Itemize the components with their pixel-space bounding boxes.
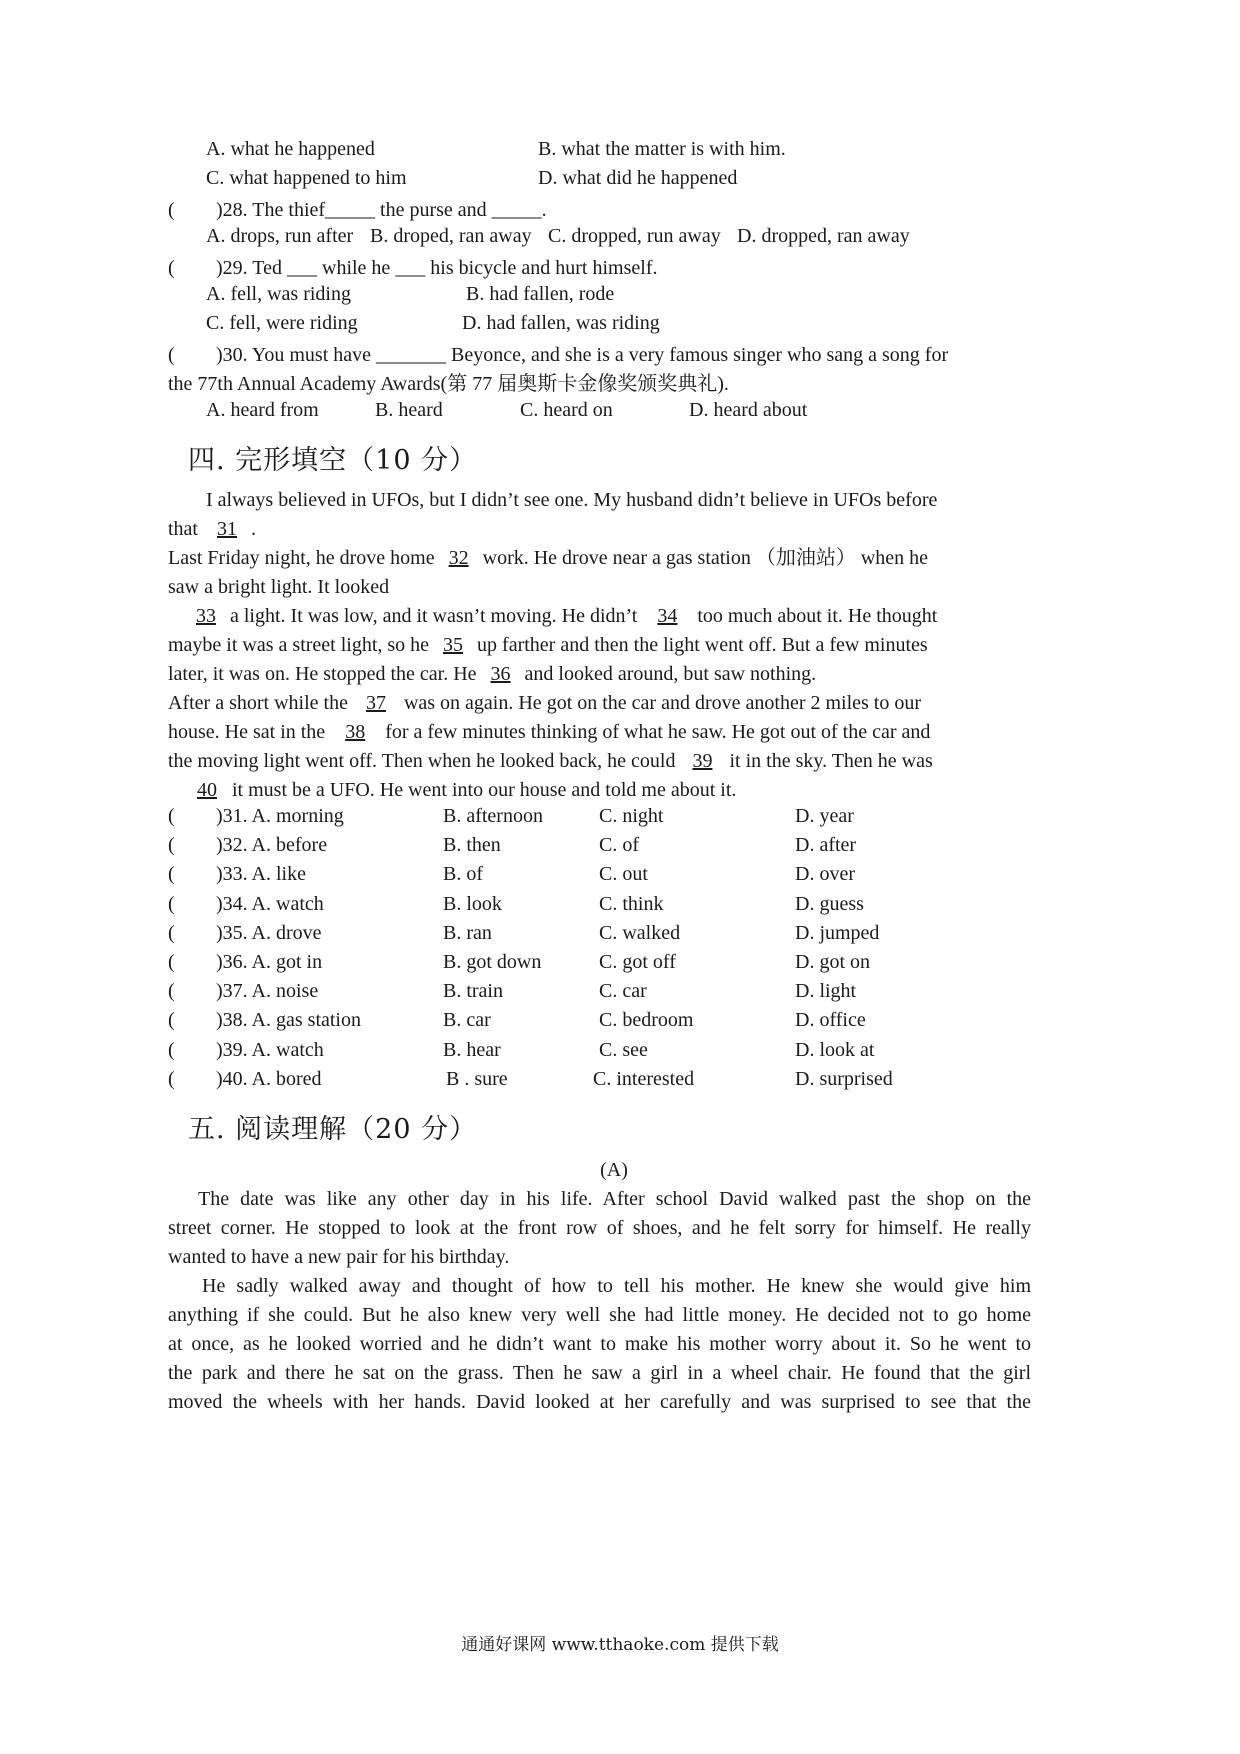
cloze-question-option-d: D. surprised <box>795 1067 893 1090</box>
reading-p2-line1: He sadly walked away and thought of how to tell his mother. He knew she would give him <box>202 1275 1031 1297</box>
cloze-text: for a few minutes thinking of what he saw. He got out of the car and <box>385 721 931 743</box>
cloze-question-option-a: )31. A. morning <box>216 805 344 827</box>
cloze-question-option-c: C. of <box>599 834 639 857</box>
cloze-p4-line2 <box>168 718 930 746</box>
reading-p1-line1: The date was like any other day in his life. After school David walked past the shop on the <box>198 1188 1031 1210</box>
cloze-question-option-c: C. see <box>599 1038 648 1061</box>
cloze-text: it in the sky. Then he was <box>729 750 933 772</box>
cloze-blank-35: 35 <box>443 634 464 656</box>
cloze-p2-line1 <box>168 544 928 572</box>
cloze-question-option-a: )40. A. bored <box>216 1067 322 1090</box>
cloze-blank-33: 33 <box>196 605 216 627</box>
cloze-p1-line1: I always believed in UFOs, but I didn’t see one. My husband didn’t believe in UFOs before <box>206 489 938 511</box>
cloze-question-option-d: D. light <box>795 980 857 1003</box>
q28-option-a: A. drops, run after <box>206 225 354 247</box>
answer-paren: ( <box>168 199 175 221</box>
cloze-text: After a short while the <box>168 692 348 714</box>
q27-option-d: D. what did he happened <box>538 167 738 189</box>
cloze-question-option-c: C. walked <box>599 921 681 944</box>
answer-paren: ( <box>168 805 175 827</box>
cloze-blank-40: 40 <box>197 779 217 801</box>
cloze-question-option-b: B. hear <box>443 1038 501 1061</box>
cloze-question-option-a: )38. A. gas station <box>216 1009 361 1032</box>
cloze-question-option-d: D. over <box>795 863 855 886</box>
q28-option-d: D. dropped, ran away <box>737 225 910 247</box>
cloze-blank-34: 34 <box>657 605 678 627</box>
cloze-text: was on again. He got on the car and drove another 2 miles to our <box>403 692 922 714</box>
cloze-text: that <box>168 518 198 540</box>
answer-paren: ( <box>168 980 175 1003</box>
cloze-question-option-b: B . sure <box>446 1067 508 1090</box>
q29-option-c: C. fell, were riding <box>206 312 358 334</box>
cloze-blank-38: 38 <box>345 721 366 743</box>
cloze-question-option-b: B. train <box>443 980 503 1003</box>
answer-paren: ( <box>168 344 175 366</box>
cloze-question-option-d: D. jumped <box>795 921 880 944</box>
answer-paren: ( <box>168 1038 175 1061</box>
cloze-question-option-b: B. look <box>443 892 502 915</box>
cloze-question-option-c: C. interested <box>593 1067 695 1090</box>
cloze-blank-32: 32 <box>448 547 469 569</box>
cloze-blank-31: 31 <box>217 518 237 540</box>
cloze-blank-36: 36 <box>490 663 511 685</box>
cloze-text: maybe it was a street light, so he <box>168 634 430 656</box>
reading-p2-line3: at once, as he looked worried and he didn’t want to make his mother worry about it. So he went to <box>168 1333 1031 1355</box>
cloze-text: work. He drove near a gas station （加油站） when he <box>482 547 929 569</box>
cloze-question-option-b: B. of <box>443 863 483 886</box>
cloze-question-option-a: )36. A. got in <box>216 951 323 973</box>
cloze-question-option-d: D. got on <box>795 951 870 973</box>
cloze-question-option-c: C. night <box>599 805 664 827</box>
cloze-question-option-c: C. got off <box>599 951 676 973</box>
answer-paren: ( <box>168 834 175 857</box>
cloze-question-option-c: C. car <box>599 980 647 1003</box>
cloze-p3-line2 <box>168 631 928 659</box>
answer-paren: ( <box>168 1067 175 1090</box>
cloze-question-option-a: )32. A. before <box>216 834 328 857</box>
q30-text-line2: the 77th Annual Academy Awards(第 77 届奥斯卡金像奖颁奖典礼). <box>168 373 729 395</box>
cloze-text: up farther and then the light went off. But a few minutes <box>477 634 928 656</box>
section-5-title: 五. 阅读理解（20 分） <box>188 1114 478 1145</box>
cloze-p4-line4 <box>187 776 736 804</box>
cloze-question-option-b: B. then <box>443 834 501 857</box>
cloze-question-option-c: C. out <box>599 863 648 886</box>
cloze-text: house. He sat in the <box>168 721 326 743</box>
cloze-question-option-a: )35. A. drove <box>216 921 322 944</box>
q29-text: )29. Ted ___ while he ___ his bicycle and hurt himself. <box>216 257 658 279</box>
cloze-question-option-b: B. afternoon <box>443 805 543 827</box>
cloze-question-option-d: D. office <box>795 1009 866 1032</box>
cloze-p1-line2 <box>168 515 256 543</box>
q29-option-b: B. had fallen, rode <box>466 283 615 305</box>
answer-paren: ( <box>168 921 175 944</box>
q27-option-a: A. what he happened <box>206 138 375 160</box>
q30-option-c: C. heard on <box>520 399 613 421</box>
answer-paren: ( <box>168 951 175 973</box>
cloze-question-option-a: )33. A. like <box>216 863 306 886</box>
answer-paren: ( <box>168 863 175 886</box>
cloze-question-option-c: C. bedroom <box>599 1009 694 1032</box>
cloze-question-option-c: C. think <box>599 892 664 915</box>
cloze-question-option-d: D. guess <box>795 892 864 915</box>
cloze-blank-37: 37 <box>365 692 386 714</box>
answer-paren: ( <box>168 257 175 279</box>
q28-stem <box>168 196 547 224</box>
cloze-question-option-d: D. after <box>795 834 857 857</box>
reading-p1-line2: street corner. He stopped to look at the front row of shoes, and he felt sorry for himself. He really <box>168 1217 1031 1239</box>
cloze-p3-line1 <box>187 602 937 630</box>
cloze-question-option-b: B. ran <box>443 921 492 944</box>
q30-stem <box>168 341 948 369</box>
cloze-text: and looked around, but saw nothing. <box>524 663 817 685</box>
section-4-title: 四. 完形填空（10 分） <box>188 445 478 476</box>
cloze-p2-line2: saw a bright light. It looked <box>168 576 390 598</box>
cloze-text: it must be a UFO. He went into our house and told me about it. <box>232 779 737 801</box>
cloze-p4-line1 <box>168 689 921 717</box>
q28-option-b: B. droped, ran away <box>370 225 532 247</box>
q29-stem <box>168 254 657 282</box>
cloze-text: the moving light went off. Then when he looked back, he could <box>168 750 676 772</box>
cloze-question-option-d: D. look at <box>795 1038 875 1061</box>
passage-label: (A) <box>600 1159 628 1181</box>
cloze-p3-line3 <box>168 660 816 688</box>
cloze-text: a light. It was low, and it wasn’t moving. He didn’t <box>230 605 638 627</box>
cloze-question-option-b: B. car <box>443 1009 491 1032</box>
q28-text: )28. The thief_____ the purse and _____. <box>216 199 547 221</box>
q30-option-a: A. heard from <box>206 399 319 421</box>
cloze-text: later, it was on. He stopped the car. He <box>168 663 477 685</box>
cloze-text: Last Friday night, he drove home <box>168 547 435 569</box>
q27-option-b: B. what the matter is with him. <box>538 138 786 160</box>
q29-option-d: D. had fallen, was riding <box>462 312 660 334</box>
reading-p2-line4: the park and there he sat on the grass. Then he saw a girl in a wheel chair. He found that the girl <box>168 1362 1031 1384</box>
cloze-question-option-a: )34. A. watch <box>216 892 324 915</box>
q29-option-a: A. fell, was riding <box>206 283 351 305</box>
q27-option-c: C. what happened to him <box>206 167 407 189</box>
cloze-text: . <box>251 518 256 540</box>
answer-paren: ( <box>168 1009 175 1032</box>
cloze-question-option-a: )37. A. noise <box>216 980 319 1003</box>
q28-option-c: C. dropped, run away <box>548 225 721 247</box>
cloze-text: too much about it. He thought <box>697 605 938 627</box>
cloze-blank-39: 39 <box>692 750 713 772</box>
q30-option-d: D. heard about <box>689 399 808 421</box>
reading-p2-line5: moved the wheels with her hands. David looked at her carefully and was surprised to see that the <box>168 1391 1031 1413</box>
reading-p1-line3: wanted to have a new pair for his birthday. <box>168 1246 510 1268</box>
cloze-p4-line3 <box>168 747 933 775</box>
page-footer: 通通好课网 www.tthaoke.com 提供下载 <box>461 1635 779 1655</box>
cloze-question-option-d: D. year <box>795 805 854 827</box>
answer-paren: ( <box>168 892 175 915</box>
cloze-question-option-a: )39. A. watch <box>216 1038 324 1061</box>
q30-option-b: B. heard <box>375 399 443 421</box>
q30-text: )30. You must have _______ Beyonce, and she is a very famous singer who sang a song for <box>216 344 949 366</box>
reading-p2-line2: anything if she could. But he also knew very well she had little money. He decided not to go home <box>168 1304 1031 1326</box>
cloze-question-option-b: B. got down <box>443 951 542 973</box>
